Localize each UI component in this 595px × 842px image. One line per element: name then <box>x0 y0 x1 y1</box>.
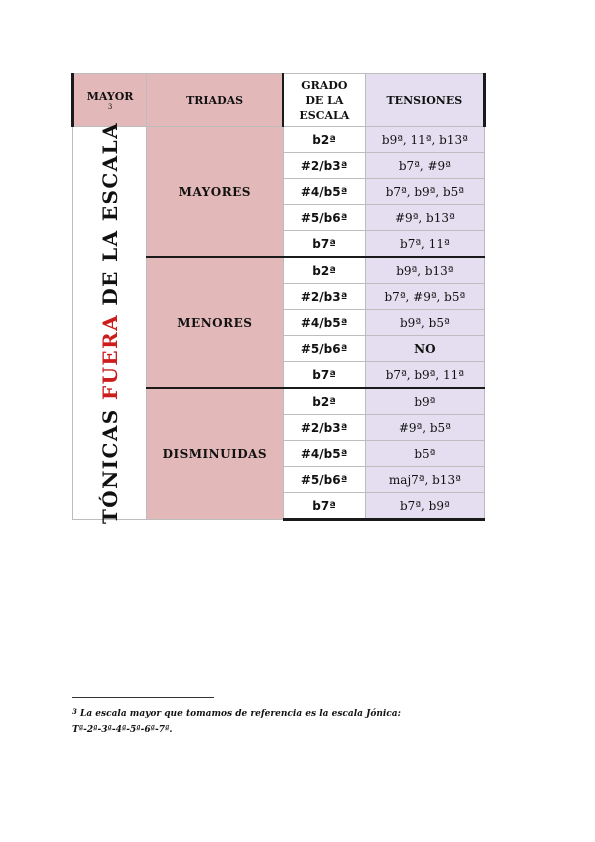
grado-cell: b2ª <box>283 257 365 284</box>
tensiones-cell: b7ª, 11ª <box>365 231 484 258</box>
grado-cell: #2/b3ª <box>283 153 365 179</box>
side-label-before: TÓNICAS <box>97 400 122 524</box>
footnote-separator <box>72 697 214 698</box>
tensiones-cell: b9ª <box>365 388 484 415</box>
grado-cell: #5/b6ª <box>283 336 365 362</box>
footnote-reference[interactable]: 3 <box>107 102 113 111</box>
footnote-text-line2: Tª-2ª-3ª-4ª-5ª-6ª-7ª. <box>72 725 173 735</box>
triad-group-menores: MENORES <box>147 257 283 388</box>
grado-cell: b7ª <box>283 362 365 389</box>
side-label-after: DE LA ESCALA <box>97 122 122 314</box>
tensions-table <box>71 73 486 524</box>
footnote-text: La escala mayor que tomamos de referencia es la escala Jónica: <box>80 709 401 719</box>
header-tensiones: TENSIONES <box>365 74 484 127</box>
grado-cell: #2/b3ª <box>283 284 365 310</box>
side-label <box>98 122 122 524</box>
tensiones-cell: #9ª, b5ª <box>365 415 484 441</box>
footnote <box>72 706 512 738</box>
grado-cell: #4/b5ª <box>283 310 365 336</box>
grado-cell: #4/b5ª <box>283 179 365 205</box>
grado-cell: b7ª <box>283 493 365 520</box>
table-header-row <box>73 74 485 127</box>
grado-cell: #5/b6ª <box>283 467 365 493</box>
tensiones-cell: b7ª, #9ª <box>365 153 484 179</box>
header-grado-line3: ESCALA <box>299 108 350 122</box>
triad-group-mayores: MAYORES <box>147 127 283 258</box>
tensiones-cell: b9ª, b5ª <box>365 310 484 336</box>
tensiones-cell: b9ª, b13ª <box>365 257 484 284</box>
tensiones-cell: maj7ª, b13ª <box>365 467 484 493</box>
grado-cell: b2ª <box>283 127 365 153</box>
footnote-marker: 3 <box>72 707 77 716</box>
tensiones-cell: b7ª, b9ª, b5ª <box>365 179 484 205</box>
header-mayor <box>73 74 147 127</box>
tensiones-cell: NO <box>365 336 484 362</box>
tensiones-cell: b9ª, 11ª, b13ª <box>365 127 484 153</box>
tensiones-cell: b7ª, b9ª <box>365 493 484 520</box>
header-grado-line2: DE LA <box>305 93 344 107</box>
header-grado <box>283 74 365 127</box>
header-grado-line1: GRADO <box>301 78 348 92</box>
table-body <box>73 122 485 524</box>
tensiones-cell: b5ª <box>365 441 484 467</box>
grado-cell: b7ª <box>283 231 365 258</box>
header-mayor-label: MAYOR <box>86 89 134 103</box>
side-label-highlight: FUERA <box>97 313 122 401</box>
side-label-cell <box>73 122 147 524</box>
tensiones-cell: b7ª, b9ª, 11ª <box>365 362 484 389</box>
triad-group-disminuidas: DISMINUIDAS <box>147 388 283 520</box>
header-triadas: TRIADAS <box>147 74 283 127</box>
grado-cell: b2ª <box>283 388 365 415</box>
grado-cell: #2/b3ª <box>283 415 365 441</box>
table-row <box>73 127 485 153</box>
grado-cell: #4/b5ª <box>283 441 365 467</box>
tensiones-cell: #9ª, b13ª <box>365 205 484 231</box>
tensiones-cell: b7ª, #9ª, b5ª <box>365 284 484 310</box>
grado-cell: #5/b6ª <box>283 205 365 231</box>
